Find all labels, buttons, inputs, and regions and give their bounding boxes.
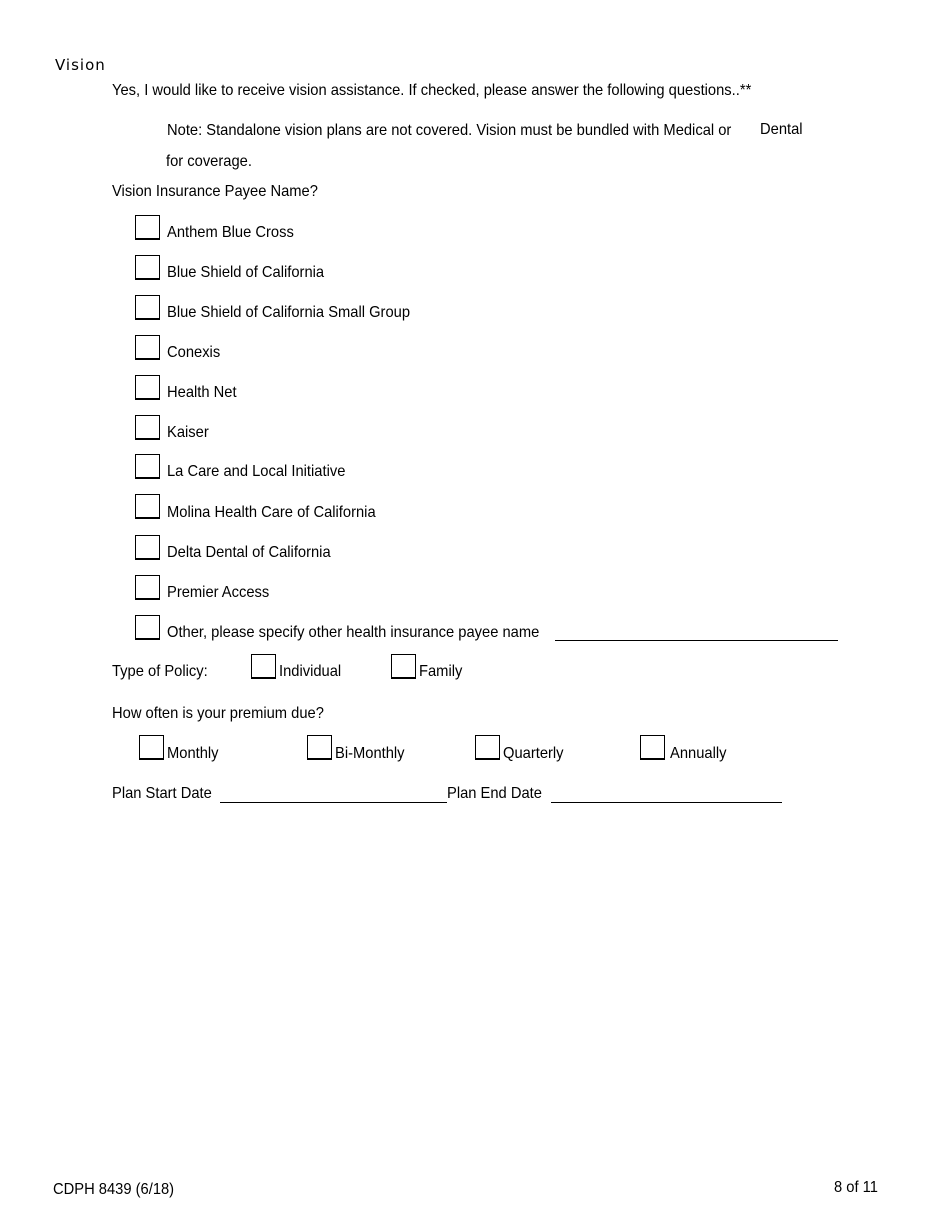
note-line-1: Note: Standalone vision plans are not covered. Vision must be bundled with Medical or xyxy=(167,122,732,139)
checkbox-annually[interactable] xyxy=(640,735,665,760)
checkbox-la-care[interactable] xyxy=(135,454,160,479)
checkbox-quarterly[interactable] xyxy=(475,735,500,760)
page-number: 8 of 11 xyxy=(834,1179,878,1196)
option-label-delta-dental: Delta Dental of California xyxy=(167,544,331,561)
checkbox-kaiser[interactable] xyxy=(135,415,160,440)
checkbox-molina[interactable] xyxy=(135,494,160,519)
note-line-2: for coverage. xyxy=(166,153,252,170)
option-label-anthem-blue-cross: Anthem Blue Cross xyxy=(167,224,294,241)
plan-start-date-label: Plan Start Date xyxy=(112,785,212,802)
checkbox-other[interactable] xyxy=(135,615,160,640)
option-label-family: Family xyxy=(419,663,463,680)
other-payee-name-field[interactable] xyxy=(555,640,838,641)
checkbox-blue-shield-small-group[interactable] xyxy=(135,295,160,320)
option-label-conexis: Conexis xyxy=(167,344,221,361)
option-label-health-net: Health Net xyxy=(167,384,237,401)
option-label-monthly: Monthly xyxy=(167,745,219,762)
checkbox-blue-shield[interactable] xyxy=(135,255,160,280)
checkbox-conexis[interactable] xyxy=(135,335,160,360)
section-title: Vision xyxy=(55,56,106,74)
checkbox-delta-dental[interactable] xyxy=(135,535,160,560)
option-label-other: Other, please specify other health insurance payee name xyxy=(167,624,540,641)
checkbox-individual[interactable] xyxy=(251,654,276,679)
checkbox-anthem-blue-cross[interactable] xyxy=(135,215,160,240)
option-label-blue-shield-small-group: Blue Shield of California Small Group xyxy=(167,304,411,321)
option-label-la-care: La Care and Local Initiative xyxy=(167,463,346,480)
option-label-bi-monthly: Bi-Monthly xyxy=(335,745,405,762)
plan-end-date-field[interactable] xyxy=(551,802,782,803)
option-label-blue-shield: Blue Shield of California xyxy=(167,264,325,281)
option-label-molina: Molina Health Care of California xyxy=(167,504,376,521)
checkbox-health-net[interactable] xyxy=(135,375,160,400)
checkbox-monthly[interactable] xyxy=(139,735,164,760)
checkbox-family[interactable] xyxy=(391,654,416,679)
option-label-annually: Annually xyxy=(670,745,727,762)
form-id: CDPH 8439 (6/18) xyxy=(53,1181,175,1198)
plan-end-date-label: Plan End Date xyxy=(447,785,542,802)
option-label-quarterly: Quarterly xyxy=(503,745,564,762)
plan-start-date-field[interactable] xyxy=(220,802,447,803)
checkbox-bi-monthly[interactable] xyxy=(307,735,332,760)
option-label-individual: Individual xyxy=(279,663,342,680)
policy-type-label: Type of Policy: xyxy=(112,663,208,680)
checkbox-premier-access[interactable] xyxy=(135,575,160,600)
option-label-kaiser: Kaiser xyxy=(167,424,209,441)
payee-question: Vision Insurance Payee Name? xyxy=(112,183,318,200)
vision-opt-in-label: Yes, I would like to receive vision assistance. If checked, please answer the following questions..** xyxy=(112,82,752,99)
premium-question: How often is your premium due? xyxy=(112,705,324,722)
option-label-premier-access: Premier Access xyxy=(167,584,270,601)
note-line-1-end: Dental xyxy=(760,121,803,138)
